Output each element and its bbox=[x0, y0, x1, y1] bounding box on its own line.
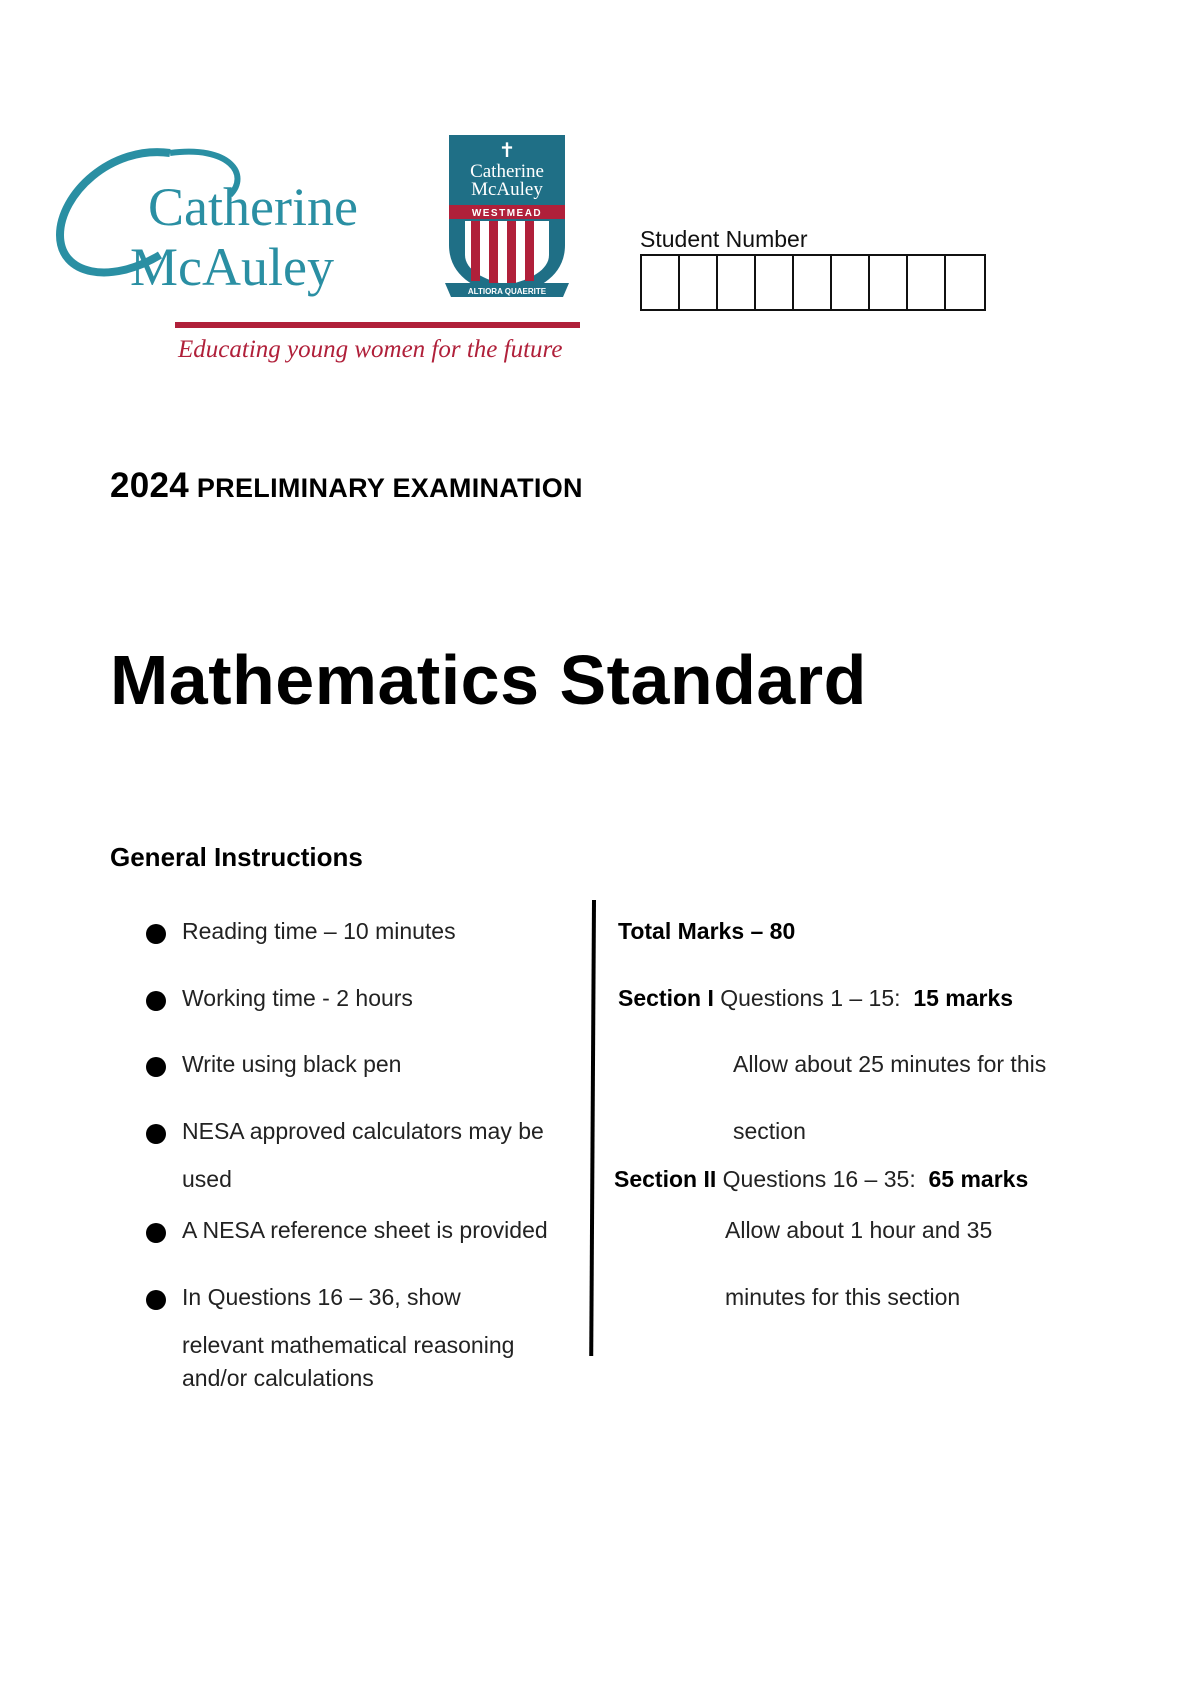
bullet-icon bbox=[146, 1223, 166, 1243]
logo-rule bbox=[175, 322, 580, 328]
school-logo bbox=[50, 135, 580, 370]
instruction-text: Working time - 2 hours bbox=[182, 985, 413, 1011]
exam-year: 2024 bbox=[110, 466, 190, 505]
section2-marks: 65 marks bbox=[928, 1166, 1029, 1192]
student-number-digit-box[interactable] bbox=[642, 256, 680, 309]
exam-heading bbox=[110, 466, 583, 506]
instruction-text: Reading time – 10 minutes bbox=[182, 918, 456, 944]
section1-time-line2: section bbox=[733, 1118, 806, 1144]
student-number-digit-box[interactable] bbox=[756, 256, 794, 309]
student-number-digit-box[interactable] bbox=[946, 256, 984, 309]
section1-label: Section I bbox=[618, 985, 714, 1011]
instruction-text: Write using black pen bbox=[182, 1051, 402, 1077]
bullet-icon bbox=[146, 1124, 166, 1144]
crest-campus: WESTMEAD bbox=[471, 208, 543, 219]
general-instructions-heading: General Instructions bbox=[110, 842, 363, 872]
student-number-digit-box[interactable] bbox=[718, 256, 756, 309]
bullet-icon bbox=[146, 991, 166, 1011]
bullet-icon bbox=[146, 1290, 166, 1310]
section2-time-line2: minutes for this section bbox=[725, 1284, 961, 1310]
instruction-continuation: and/or calculations bbox=[182, 1365, 374, 1391]
bullet-icon bbox=[146, 1057, 166, 1077]
instruction-text: NESA approved calculators may be bbox=[182, 1118, 544, 1144]
cross-icon: ✝ bbox=[498, 138, 516, 162]
total-marks-label: Total Marks bbox=[618, 918, 745, 944]
section1-marks: 15 marks bbox=[913, 985, 1014, 1011]
bullet-icon bbox=[146, 924, 166, 944]
crest-text-line1: Catherine bbox=[470, 161, 544, 182]
section2-summary bbox=[614, 1166, 1028, 1193]
section2-label: Section II bbox=[614, 1166, 717, 1192]
total-marks-value: – 80 bbox=[750, 918, 796, 944]
student-number-label: Student Number bbox=[640, 226, 808, 252]
total-marks bbox=[618, 918, 795, 945]
student-number-digit-box[interactable] bbox=[680, 256, 718, 309]
logo-script-line2: McAuley bbox=[130, 237, 334, 297]
student-number-digit-box[interactable] bbox=[832, 256, 870, 309]
instruction-continuation: relevant mathematical reasoning bbox=[182, 1332, 515, 1358]
crest-motto: ALTIORA QUAERITE bbox=[467, 287, 547, 296]
instruction-text: A NESA reference sheet is provided bbox=[182, 1217, 548, 1243]
logo-script-line1: Catherine bbox=[148, 177, 358, 237]
subject-title: Mathematics Standard bbox=[110, 641, 867, 719]
section2-time-line1: Allow about 1 hour and 35 bbox=[725, 1217, 993, 1243]
section1-summary bbox=[618, 985, 1013, 1012]
student-number-digit-box[interactable] bbox=[908, 256, 946, 309]
crest-text-line2: McAuley bbox=[471, 179, 543, 200]
instruction-text: In Questions 16 – 36, show bbox=[182, 1284, 461, 1310]
column-divider bbox=[589, 900, 596, 1356]
section1-time-line1: Allow about 25 minutes for this bbox=[733, 1051, 1047, 1077]
student-number-digit-box[interactable] bbox=[870, 256, 908, 309]
section1-questions: Questions 1 – 15: bbox=[720, 985, 901, 1011]
logo-tagline: Educating young women for the future bbox=[178, 336, 563, 363]
instruction-continuation: used bbox=[182, 1166, 232, 1192]
exam-title: PRELIMINARY EXAMINATION bbox=[196, 473, 583, 503]
student-number-boxes[interactable] bbox=[640, 254, 986, 311]
crest bbox=[445, 135, 569, 297]
section2-questions: Questions 16 – 35: bbox=[722, 1166, 916, 1192]
student-number-digit-box[interactable] bbox=[794, 256, 832, 309]
